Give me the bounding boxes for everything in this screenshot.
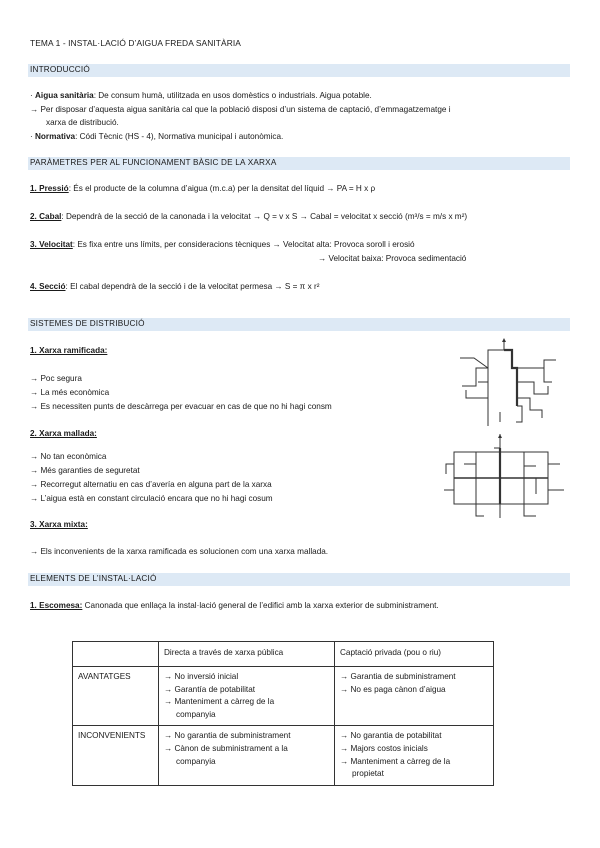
param-pressio [30,184,375,193]
list-item: → La més econòmica [30,388,110,397]
table-row [73,726,494,785]
cell-line: → Majors costos inicials [340,743,428,753]
term-aigua-sanitaria: Aigua sanitària [35,91,94,100]
table-cell [159,726,335,785]
cell-line: → Manteniment a càrreg de la [164,697,275,707]
comparison-table [72,641,494,786]
param-velocitat [30,240,415,249]
section-header-params [28,157,570,170]
document-title: TEMA 1 - INSTAL·LACIÓ D’AIGUA FREDA SANITÀRIA [30,38,241,48]
list-item: → Es necessiten punts de descàrrega per evacuar en cas de que no hi hagi consm [30,402,332,411]
param-label: 1. Pressió [30,184,69,193]
row-label: INCONVENIENTS [73,726,159,785]
list-item: → Poc segura [30,374,82,383]
intro-line-2: → Per disposar d’aquesta aigua sanitària cal que la població disposi d’un sistema de captació, d’emmagatzematge i [30,105,451,114]
cell-line: → No inversió inicial [164,672,239,681]
list-item: → L’aigua està en constant circulació encara que no hi hagi cosum [30,494,273,503]
param-text: : Dependrà de la secció de la canonada i la velocitat → Q = v x S → Cabal = velocitat x secció (m³/s = m/s x m²) [61,212,468,221]
section-title: SISTEMES DE DISTRIBUCIÓ [30,319,145,328]
intro-line-1: · Aigua sanitària: De consum humà, utilitzada en usos domèstics o industrials. Aigua potable. [30,91,372,100]
intro-line-3: xarxa de distribució. [46,118,119,127]
list-item: → Recorregut alternatiu en cas d’avería en alguna part de la xarxa [30,480,272,489]
param-velocitat-2: → Velocitat baixa: Provoca sedimentació [318,254,467,263]
param-seccio [30,282,319,291]
cell-line: → Garantia de subministrament [340,672,456,681]
cell-line: → Manteniment a càrreg de la [340,756,451,766]
text: : Códi Tècnic (HS - 4), Normativa municipal i autonòmica. [75,132,284,141]
cell-line: → No es paga cànon d’aigua [340,684,446,694]
param-text: : És el producte de la columna d’aigua (m.c.a) per la densitat del líquid → PA = H x ρ [68,184,376,193]
list-item: → Els inconvenients de la xarxa ramificada es solucionen com una xarxa mallada. [30,547,329,556]
table-header-row [73,642,494,667]
cell-line: → No garantia de potabilitat [340,731,442,741]
param-cabal [30,212,467,221]
row-label: AVANTATGES [73,667,159,726]
param-label: 2. Cabal [30,212,62,221]
table-header-cell: Captació privada (pou o riu) [335,642,494,667]
subsection-mallada: 2. Xarxa mallada: [30,429,97,438]
element-escomesa [30,601,439,610]
text: : De consum humà, utilitzada en usos domèstics o industrials. Aigua potable. [93,91,372,100]
section-title: ELEMENTS DE L’INSTAL·LACIÓ [30,574,157,583]
table-cell [335,667,494,726]
cell-line: companyia [176,756,216,766]
table-cell [335,726,494,785]
intro-line-4: · Normativa: Códi Tècnic (HS - 4), Normativa municipal i autonòmica. [30,132,284,141]
cell-line: propietat [352,769,384,779]
term-normativa: Normativa [35,132,76,141]
section-header-intro [28,64,570,77]
meshed-network-diagram [440,434,570,522]
table-cell [159,667,335,726]
table-header-cell: Directa a través de xarxa pública [159,642,335,667]
section-title: INTRODUCCIÓ [30,65,90,74]
param-text: : Es fixa entre uns límits, per consideracions tècniques → Velocitat alta: Provoca soroll i erosió [72,240,415,249]
param-text: : El cabal dependrà de la secció i de la velocitat permesa → S = π x r² [65,282,320,291]
section-title: PARÀMETRES PER AL FUNCIONAMENT BÀSIC DE LA XARXA [30,158,277,167]
subsection-mixta: 3. Xarxa mixta: [30,520,88,529]
list-item: → No tan econòmica [30,452,107,461]
element-text: Canonada que enllaça la instal·lació general de l’edifici amb la xarxa exterior de subministrament. [82,601,439,610]
param-label: 4. Secció [30,282,66,291]
table-row [73,667,494,726]
subsection-ramificada: 1. Xarxa ramificada: [30,346,108,355]
cell-line: → Cànon de subministrament a la [164,743,288,753]
ramified-network-diagram [452,338,567,430]
cell-line: companyia [176,709,216,719]
cell-line: → No garantia de subministrament [164,731,291,741]
list-item: → Més garanties de seguretat [30,466,140,475]
cell-line: → Garantía de potabilitat [164,684,256,694]
param-label: 3. Velocitat [30,240,73,249]
table-header-cell [73,642,159,667]
section-header-distrib [28,318,570,331]
section-header-elements [28,573,570,586]
element-label: 1. Escomesa: [30,601,83,610]
